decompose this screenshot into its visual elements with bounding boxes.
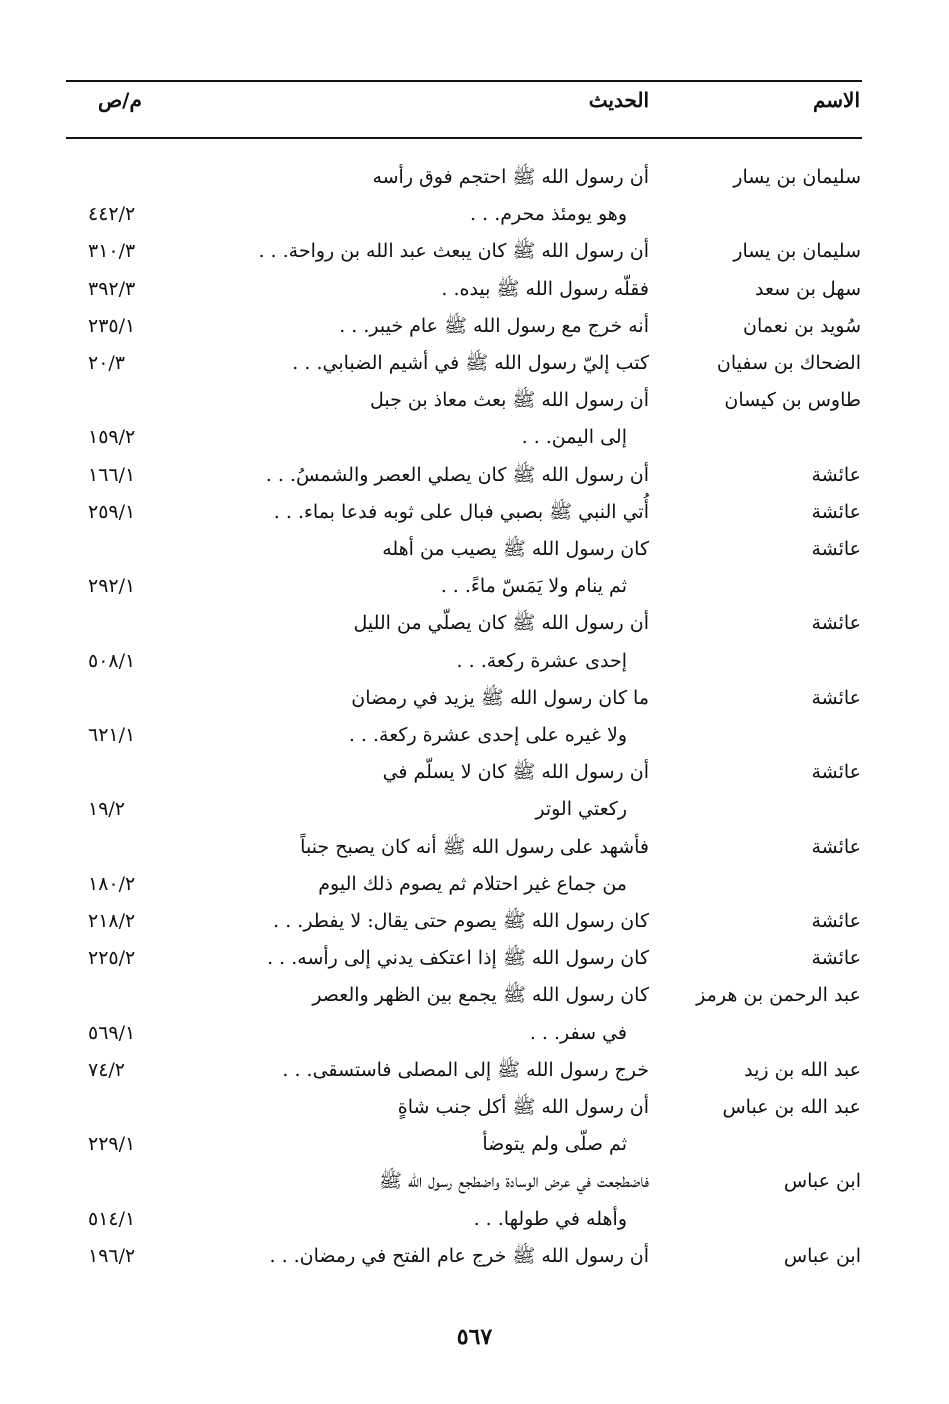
- hadith-text: إحدى عشرة ركعة. . .: [456, 650, 627, 672]
- hadith-text: أنه خرج مع رسول الله ﷺ عام خيبر. . .: [339, 315, 649, 337]
- table-row: [0, 568, 949, 605]
- hadith-text: أن رسول الله ﷺ كان يصلي العصر والشمسُ. . .: [265, 464, 649, 486]
- hadith-text: خرج رسول الله ﷺ إلى المصلى فاستسقى. . .: [282, 1059, 649, 1081]
- header-name: الاسم: [812, 88, 860, 112]
- header-ref: م/ص: [98, 88, 142, 112]
- narrator-name: سليمان بن يسار: [733, 240, 861, 262]
- hadith-text: فأشهد على رسول الله ﷺ أنه كان يصبح جنباً: [300, 836, 649, 858]
- hadith-text: ركعتي الوتر: [535, 798, 627, 820]
- table-row: [0, 1089, 949, 1126]
- hadith-text: أن رسول الله ﷺ كان يبعث عبد الله بن رواحة. . .: [258, 240, 649, 262]
- volume-page-ref: ٢٣٥/١: [88, 315, 136, 337]
- narrator-name: عائشة: [811, 464, 861, 486]
- narrator-name: سُويد بن نعمان: [742, 315, 861, 337]
- hadith-text: أن رسول الله ﷺ كان يصلّي من الليل: [353, 612, 649, 634]
- hadith-text: كان رسول الله ﷺ يجمع بين الظهر والعصر: [312, 984, 649, 1006]
- volume-page-ref: ٦٢١/١: [88, 724, 136, 746]
- table-row: [0, 345, 949, 382]
- header-hadith: الحديث: [588, 88, 649, 112]
- narrator-name: عبد الله بن عباس: [722, 1096, 861, 1118]
- narrator-name: عائشة: [811, 947, 861, 969]
- hadith-text: كان رسول الله ﷺ يصوم حتى يقال: لا يفطر. . .: [273, 910, 649, 932]
- narrator-name: سليمان بن يسار: [733, 166, 861, 188]
- volume-page-ref: ٢٢٥/٢: [88, 947, 136, 969]
- hadith-text: أن رسول الله ﷺ احتجم فوق رأسه: [372, 166, 649, 188]
- table-row: [0, 1163, 949, 1200]
- hadith-text: إلى اليمن. . .: [521, 426, 627, 448]
- hadith-text: أن رسول الله ﷺ أكل جنب شاةٍ: [397, 1096, 649, 1118]
- hadith-text: ثم صلّى ولم يتوضأ: [482, 1133, 627, 1155]
- table-row: [0, 717, 949, 754]
- volume-page-ref: ٢٥٩/١: [88, 501, 136, 523]
- narrator-name: عائشة: [811, 761, 861, 783]
- volume-page-ref: ١٨٠/٢: [88, 873, 136, 895]
- table-row: [0, 233, 949, 270]
- header-rule: [66, 137, 862, 139]
- hadith-text: كان رسول الله ﷺ يصيب من أهله: [382, 538, 649, 560]
- volume-page-ref: ١٩٦/٢: [88, 1245, 136, 1267]
- narrator-name: عائشة: [811, 687, 861, 709]
- hadith-text: كتب إليّ رسول الله ﷺ في أشيم الضبابي. . .: [292, 352, 649, 374]
- table-row: [0, 308, 949, 345]
- narrator-name: الضحاك بن سفيان: [716, 352, 861, 374]
- volume-page-ref: ٤٤٢/٢: [88, 203, 136, 225]
- hadith-text: ولا غيره على إحدى عشرة ركعة. . .: [348, 724, 627, 746]
- table-row: [0, 605, 949, 642]
- hadith-text: فقلّه رسول الله ﷺ بيده. .: [441, 278, 649, 300]
- volume-page-ref: ٣٩٢/٣: [88, 278, 136, 300]
- volume-page-ref: ٥١٤/١: [88, 1208, 136, 1230]
- narrator-name: ابن عباس: [783, 1245, 861, 1267]
- table-row: [0, 643, 949, 680]
- table-row: [0, 1201, 949, 1238]
- table-row: [0, 940, 949, 977]
- volume-page-ref: ٢٢٩/١: [88, 1133, 136, 1155]
- table-row: [0, 754, 949, 791]
- narrator-name: طاوس بن كيسان: [724, 389, 861, 411]
- volume-page-ref: ٣١٠/٣: [88, 240, 136, 262]
- table-row: [0, 159, 949, 196]
- hadith-text: ثم ينام ولا يَمَسّ ماءً. . .: [440, 575, 627, 597]
- table-row: [0, 1015, 949, 1052]
- hadith-text: في سفر. . .: [529, 1022, 627, 1044]
- table-row: [0, 494, 949, 531]
- narrator-name: عائشة: [811, 538, 861, 560]
- top-rule: [66, 80, 862, 82]
- hadith-text: كان رسول الله ﷺ إذا اعتكف يدني إلى رأسه. . .: [267, 947, 649, 969]
- table-row: [0, 531, 949, 568]
- narrator-name: عائشة: [811, 501, 861, 523]
- table-row: [0, 1238, 949, 1275]
- volume-page-ref: ٢٩٢/١: [88, 575, 136, 597]
- table-row: [0, 977, 949, 1014]
- volume-page-ref: ٢٠/٣: [88, 352, 126, 374]
- narrator-name: عبد الرحمن بن هرمز: [696, 984, 861, 1006]
- table-row: [0, 791, 949, 828]
- volume-page-ref: ١٦٦/١: [88, 464, 136, 486]
- narrator-name: عائشة: [811, 612, 861, 634]
- narrator-name: عائشة: [811, 836, 861, 858]
- table-row: [0, 680, 949, 717]
- table-row: [0, 196, 949, 233]
- volume-page-ref: ٧٤/٢: [88, 1059, 126, 1081]
- hadith-text: أُتي النبي ﷺ بصبي فبال على ثوبه فدعا بماء. . .: [273, 501, 649, 523]
- volume-page-ref: ١٥٩/٢: [88, 426, 136, 448]
- narrator-name: ابن عباس: [783, 1170, 861, 1192]
- hadith-text: وهو يومئذ محرم. . .: [470, 203, 627, 225]
- table-row: [0, 382, 949, 419]
- narrator-name: عائشة: [811, 910, 861, 932]
- table-row: [0, 1052, 949, 1089]
- table-row: [0, 903, 949, 940]
- volume-page-ref: ٥٠٨/١: [88, 650, 136, 672]
- narrator-name: عبد الله بن زيد: [744, 1059, 861, 1081]
- table-row: [0, 457, 949, 494]
- table-row: [0, 1126, 949, 1163]
- volume-page-ref: ٥٦٩/١: [88, 1022, 136, 1044]
- table-row: [0, 829, 949, 866]
- hadith-text: أن رسول الله ﷺ خرج عام الفتح في رمضان. . .: [269, 1245, 649, 1267]
- table-row: [0, 419, 949, 456]
- table-row: [0, 866, 949, 903]
- hadith-text: من جماع غير احتلام ثم يصوم ذلك اليوم: [318, 873, 627, 895]
- page-number: ٥٦٧: [456, 1324, 493, 1350]
- volume-page-ref: ١٩/٢: [88, 798, 126, 820]
- hadith-text: فاضطجعت في عرض الوسادة واضطجع رسول الله ﷺ: [378, 1170, 649, 1192]
- hadith-text: أن رسول الله ﷺ بعث معاذ بن جبل: [369, 389, 649, 411]
- hadith-text: أن رسول الله ﷺ كان لا يسلّم في: [382, 761, 649, 783]
- volume-page-ref: ٢١٨/٢: [88, 910, 136, 932]
- narrator-name: سهل بن سعد: [755, 278, 861, 300]
- hadith-text: ما كان رسول الله ﷺ يزيد في رمضان: [351, 687, 649, 709]
- hadith-text: وأهله في طولها. . .: [473, 1208, 627, 1230]
- table-row: [0, 271, 949, 308]
